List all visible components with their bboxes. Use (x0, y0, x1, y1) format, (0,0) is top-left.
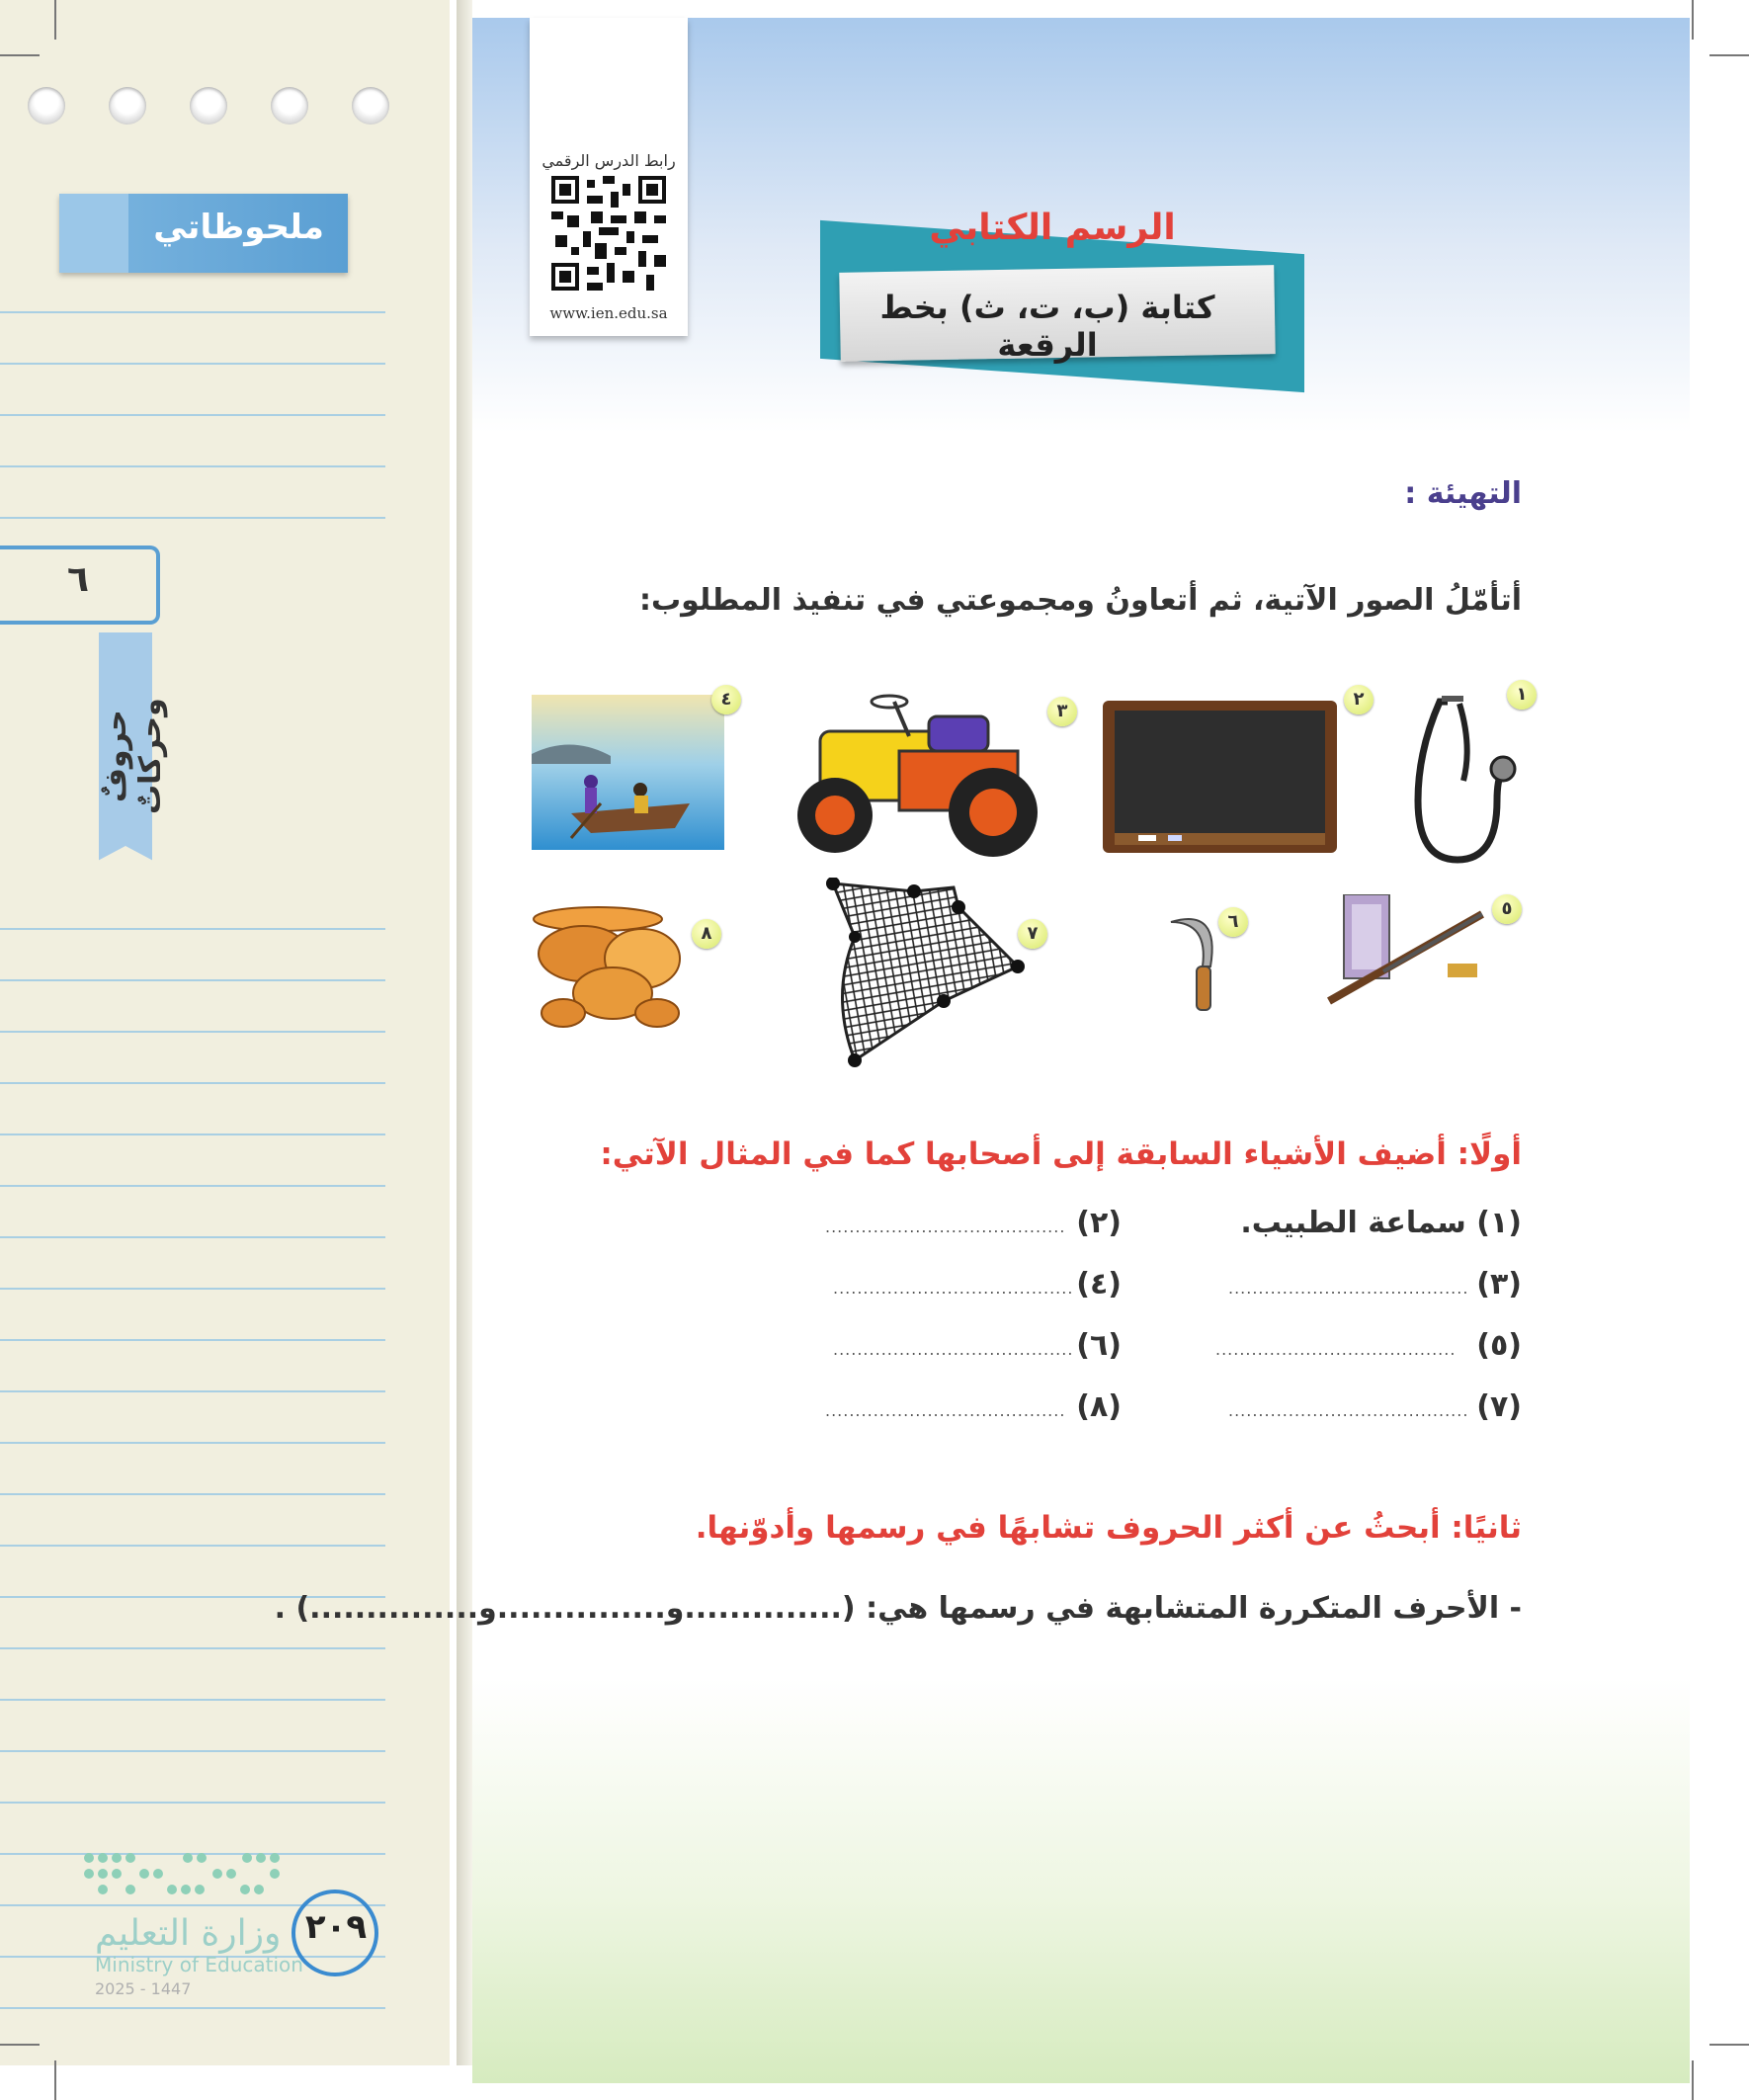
qr-code-icon[interactable] (551, 176, 666, 291)
note-rule-line (0, 1699, 385, 1701)
note-rule-line (0, 1236, 385, 1238)
binder-hole (190, 87, 227, 125)
lesson-title: كتابة (ب، ت، ث) بخط الرقعة (879, 289, 1215, 364)
net-icon (825, 878, 1033, 1073)
crop-mark (1692, 2060, 1694, 2100)
unit-number-box (0, 546, 160, 625)
crop-mark (54, 2060, 56, 2100)
prep-instruction: أتأمّلُ الصور الآتية، ثم أتعاونُ ومجموعتي في تنفيذ المطلوب: (638, 583, 1522, 618)
rifle-icon (1324, 894, 1487, 1008)
unit-number: ٦ (67, 559, 89, 600)
note-rule-line (0, 1082, 385, 1084)
binder-hole (271, 87, 308, 125)
crop-mark (1709, 54, 1749, 56)
item-7-label: (٧) (1476, 1389, 1522, 1424)
note-rule-line (0, 928, 385, 930)
note-rule-line (0, 1288, 385, 1290)
item-1-label: (١) سماعة الطبيب. (1240, 1206, 1522, 1240)
picture-number-badge: ٦ (1218, 907, 1248, 937)
note-rule-line (0, 517, 385, 519)
note-rule-line (0, 311, 385, 313)
picture-number-badge: ٥ (1492, 894, 1522, 924)
item-3-answer[interactable]: ........................................ (1228, 1279, 1469, 1298)
item-7-answer[interactable]: ........................................ (1228, 1401, 1469, 1420)
part2-answer-line[interactable]: - الأحرف المتكررة المتشابهة في رسمها هي: (..............و...............و...............) . (274, 1591, 1522, 1626)
item-4-label: (٤) (1076, 1267, 1122, 1302)
qr-url[interactable]: www.ien.edu.sa (549, 304, 668, 322)
picture-number-badge: ٣ (1047, 697, 1077, 726)
picture-number-badge: ٢ (1344, 685, 1374, 714)
qr-card[interactable] (530, 18, 688, 336)
note-rule-line (0, 1802, 385, 1804)
boat-icon (532, 695, 724, 850)
note-rule-line (0, 1493, 385, 1495)
note-rule-line (0, 1442, 385, 1444)
note-rule-line (0, 1134, 385, 1135)
unit-title: حروفٌ وحركاتٌ (99, 698, 168, 814)
part1-heading: أولًا: أضيف الأشياء السابقة إلى أصحابها كما في المثال الآتي: (600, 1136, 1522, 1172)
ministry-name-arabic: وزارة التعليم (95, 1913, 282, 1954)
note-rule-line (0, 1750, 385, 1752)
lesson-category: الرسم الكتابي (929, 208, 1176, 248)
item-5-answer[interactable]: ........................................ (1215, 1340, 1457, 1359)
binder-hole (352, 87, 389, 125)
crop-mark (1692, 0, 1694, 40)
note-rule-line (0, 2007, 385, 2009)
note-rule-line (0, 465, 385, 467)
binder-hole (28, 87, 65, 125)
bread-icon (529, 904, 692, 1035)
item-6-label: (٦) (1076, 1328, 1122, 1363)
item-3-label: (٣) (1476, 1267, 1522, 1302)
note-rule-line (0, 1545, 385, 1547)
crop-mark (0, 54, 40, 56)
note-rule-line (0, 414, 385, 416)
page-number: ٢٠٩ (304, 1907, 368, 1947)
edition-year: 2025 - 1447 (95, 1979, 192, 1998)
prep-heading: التهيئة : (1404, 476, 1522, 511)
note-rule-line (0, 1185, 385, 1187)
part2-heading: ثانيًا: أبحثُ عن أكثر الحروف تشابهًا في رسمها وأدوّنها. (695, 1510, 1522, 1546)
notes-panel (0, 0, 450, 2065)
tractor-icon (781, 692, 1057, 860)
item-8-answer[interactable]: ........................................ (825, 1401, 1066, 1420)
item-2-answer[interactable]: ........................................ (825, 1218, 1066, 1236)
item-6-answer[interactable]: ........................................ (833, 1340, 1074, 1359)
binder-hole (109, 87, 146, 125)
crop-mark (1709, 2044, 1749, 2046)
note-rule-line (0, 1390, 385, 1392)
notes-tab (59, 194, 348, 273)
picture-number-badge: ٧ (1018, 919, 1047, 949)
note-rule-line (0, 1339, 385, 1341)
note-rule-line (0, 1031, 385, 1033)
picture-number-badge: ٨ (692, 919, 721, 949)
item-5-label: (٥) (1476, 1328, 1522, 1363)
stethoscope-icon (1398, 692, 1517, 870)
item-2-label: (٢) (1076, 1206, 1122, 1240)
crop-mark (0, 2044, 40, 2046)
ministry-name-english: Ministry of Education (95, 1953, 303, 1976)
chalkboard-icon (1099, 697, 1341, 857)
picture-number-badge: ٤ (711, 685, 741, 714)
note-rule-line (0, 363, 385, 365)
qr-label: رابط الدرس الرقمي (541, 151, 676, 170)
crop-mark (54, 0, 56, 40)
picture-number-badge: ١ (1507, 680, 1537, 710)
note-rule-line (0, 979, 385, 981)
ministry-logo-icon (79, 1848, 316, 1907)
item-8-label: (٨) (1076, 1389, 1122, 1424)
note-rule-line (0, 1647, 385, 1649)
notes-title: ملحوظاتي (153, 208, 324, 247)
item-4-answer[interactable]: ........................................ (833, 1279, 1074, 1298)
